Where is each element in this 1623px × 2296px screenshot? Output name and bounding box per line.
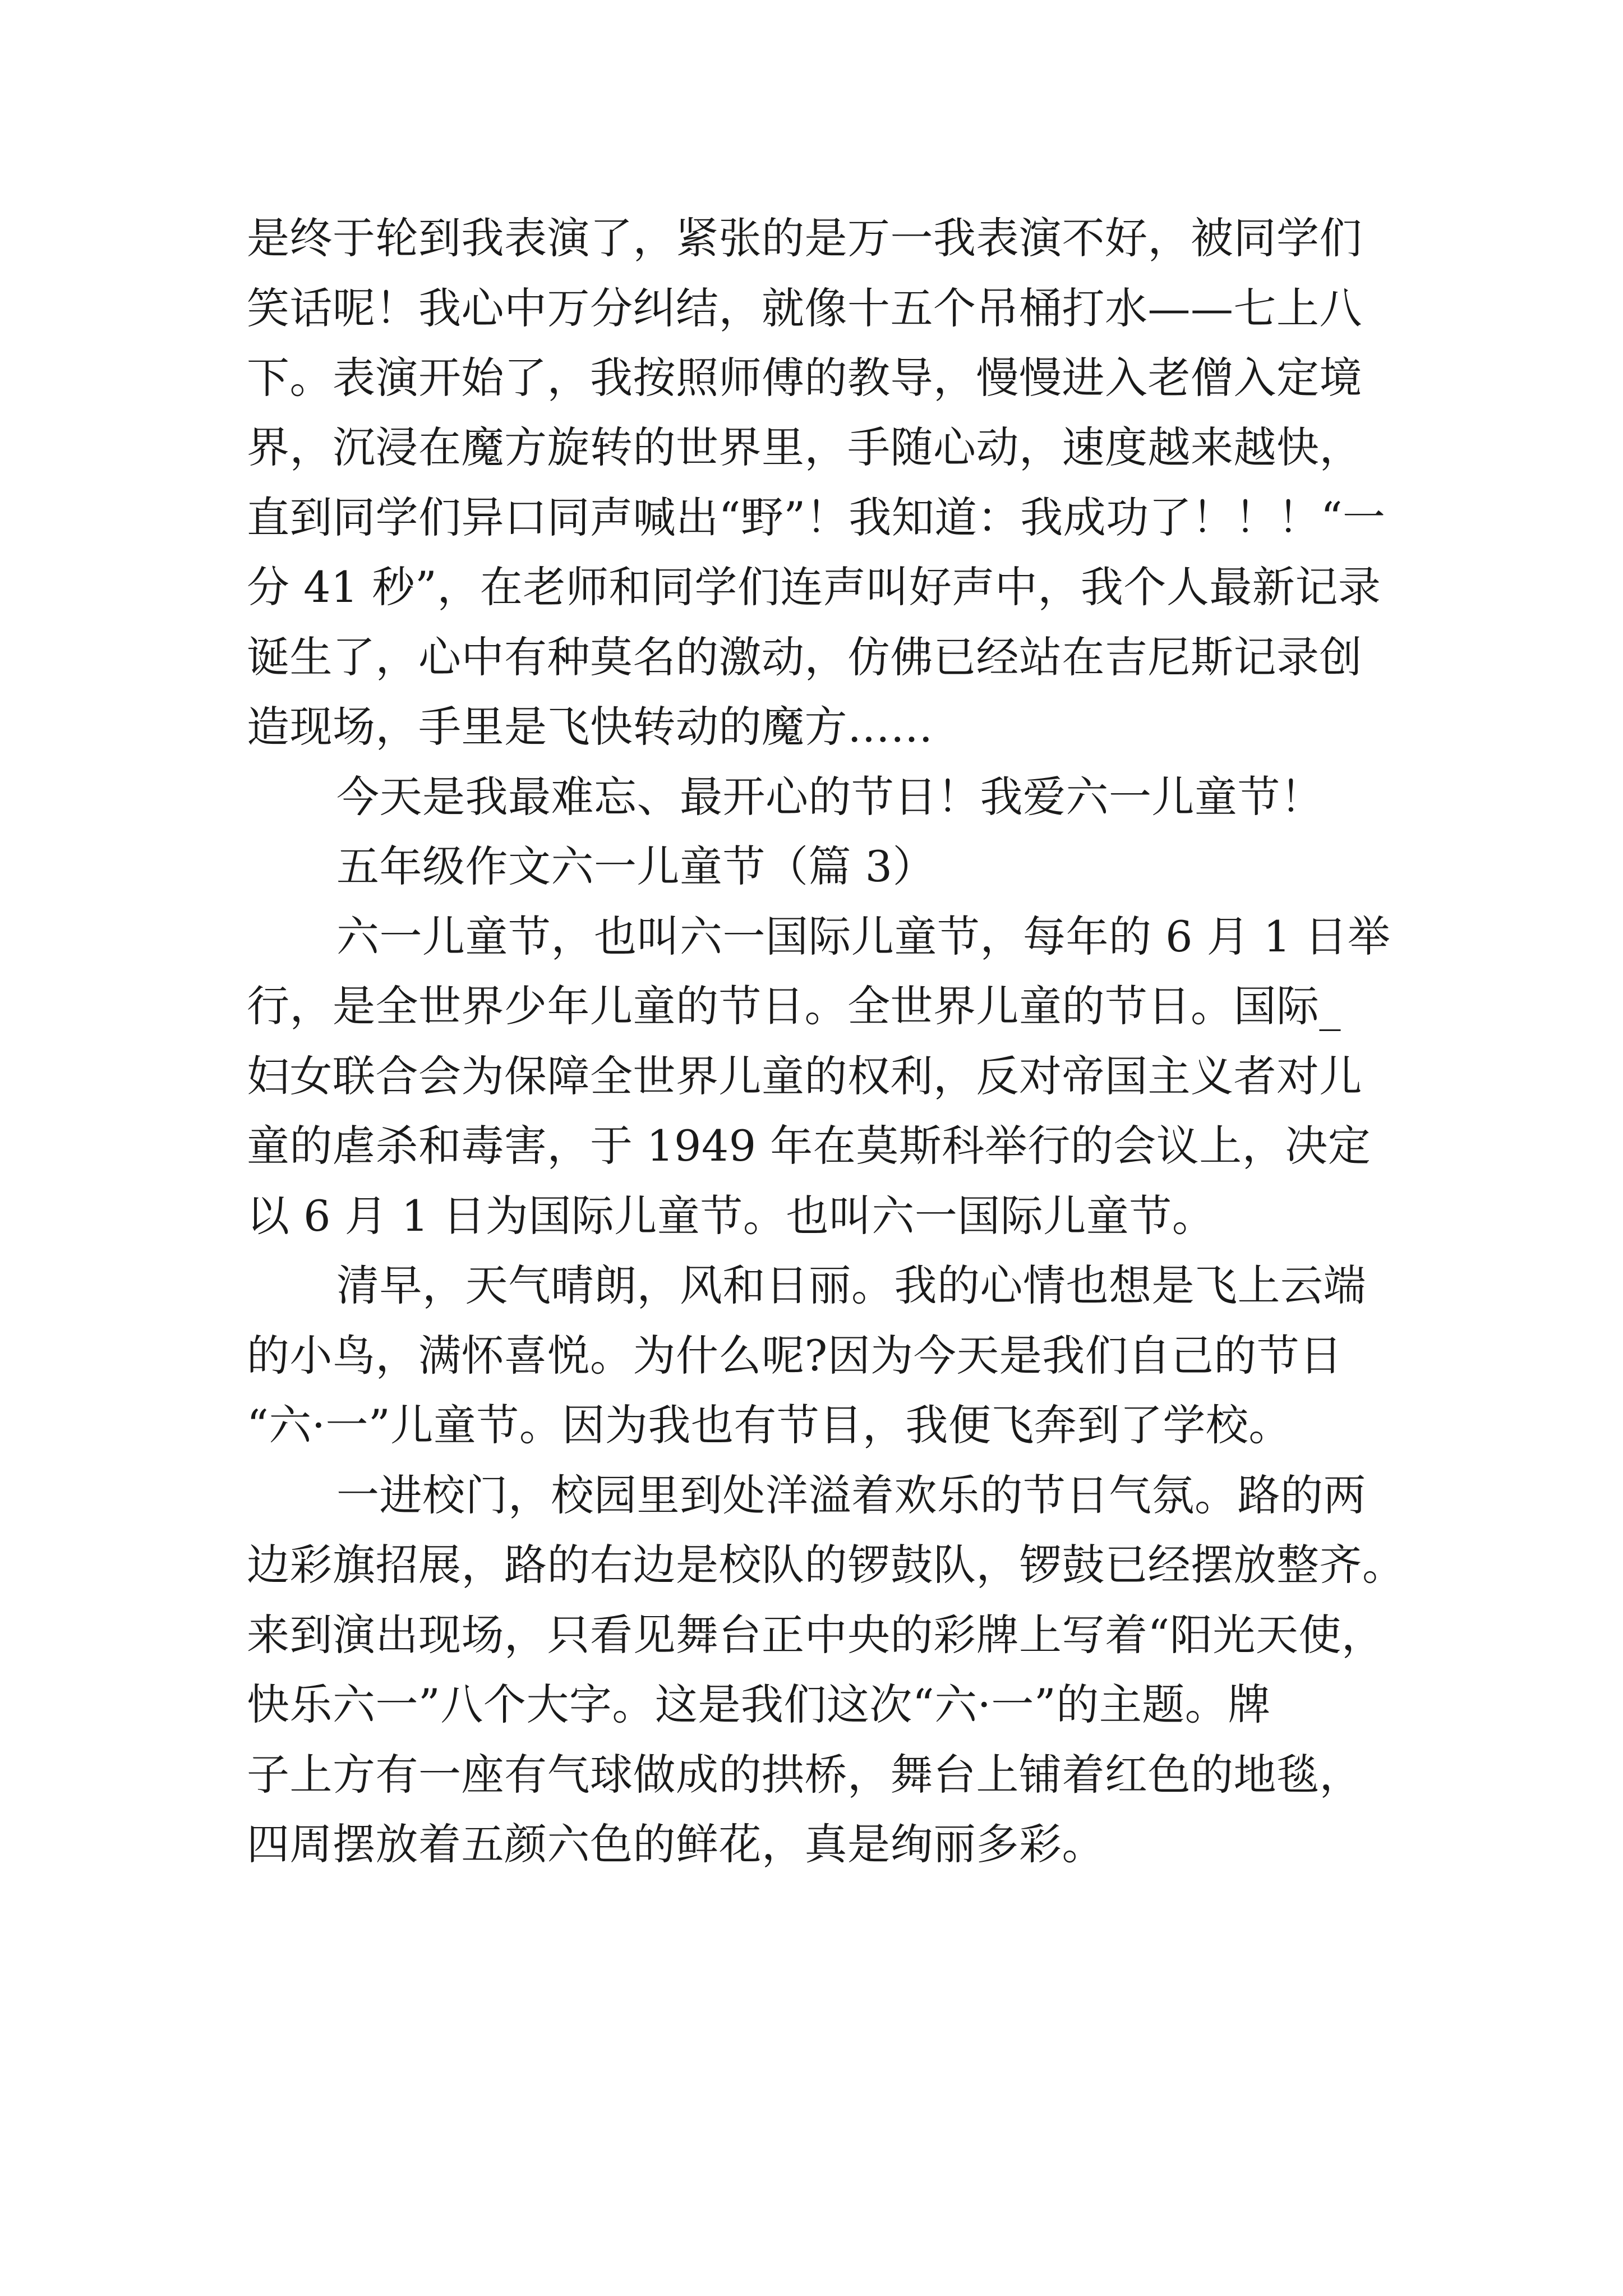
text-line: 来到演出现场，只看见舞台正中央的彩牌上写着“阳光天使，: [247, 1610, 1385, 1660]
text-line: 分 41 秒”，在老师和同学们连声叫好声中，我个人最新记录: [247, 562, 1381, 612]
text-line: 笑话呢！我心中万分纠结，就像十五个吊桶打水——七上八: [247, 283, 1362, 333]
text-line: 以 6 月 1 日为国际儿童节。也叫六一国际儿童节。: [247, 1191, 1215, 1241]
text-line: 妇女联合会为保障全世界儿童的权利，反对帝国主义者对儿: [247, 1051, 1362, 1101]
text-line: 诞生了，心中有种莫名的激动，仿佛已经站在吉尼斯记录创: [247, 632, 1362, 682]
text-line: “六·一”儿童节。因为我也有节目，我便飞奔到了学校。: [247, 1400, 1292, 1450]
text-line: 四周摆放着五颜六色的鲜花，真是绚丽多彩。: [247, 1819, 1105, 1869]
text-line: 今天是我最难忘、最开心的节日！我爱六一儿童节！: [336, 772, 1324, 822]
text-line: 快乐六一”八个大字。这是我们这次“六·一”的主题。牌: [247, 1680, 1271, 1729]
text-line: 界，沉浸在魔方旋转的世界里，手随心动，速度越来越快，: [247, 422, 1362, 472]
text-line: 行，是全世界少年儿童的节日。全世界儿童的节日。国际_: [247, 981, 1341, 1031]
text-line: 六一儿童节，也叫六一国际儿童节，每年的 6 月 1 日举: [336, 912, 1391, 961]
text-line: 子上方有一座有气球做成的拱桥，舞台上铺着红色的地毯，: [247, 1750, 1362, 1800]
text-line: 造现场，手里是飞快转动的魔方……: [247, 702, 933, 752]
text-line: 下。表演开始了，我按照师傅的教导，慢慢进入老僧入定境: [247, 353, 1362, 403]
section-heading: 五年级作文六一儿童节（篇 3）: [336, 841, 936, 891]
text-line: 的小鸟，满怀喜悦。为什么呢?因为今天是我们自己的节日: [247, 1331, 1343, 1381]
text-line: 直到同学们异口同声喊出“野”！我知道：我成功了！！！“一: [247, 493, 1386, 542]
text-line: 清早，天气晴朗，风和日丽。我的心情也想是飞上云端: [336, 1260, 1366, 1310]
text-line: 童的虐杀和毒害，于 1949 年在莫斯科举行的会议上，决定: [247, 1121, 1371, 1171]
text-line: 是终于轮到我表演了，紧张的是万一我表演不好，被同学们: [247, 213, 1362, 263]
text-line: 边彩旗招展，路的右边是校队的锣鼓队，锣鼓已经摆放整齐。: [247, 1540, 1405, 1590]
text-line: 一进校门，校园里到处洋溢着欢乐的节日气氛。路的两: [336, 1470, 1366, 1520]
